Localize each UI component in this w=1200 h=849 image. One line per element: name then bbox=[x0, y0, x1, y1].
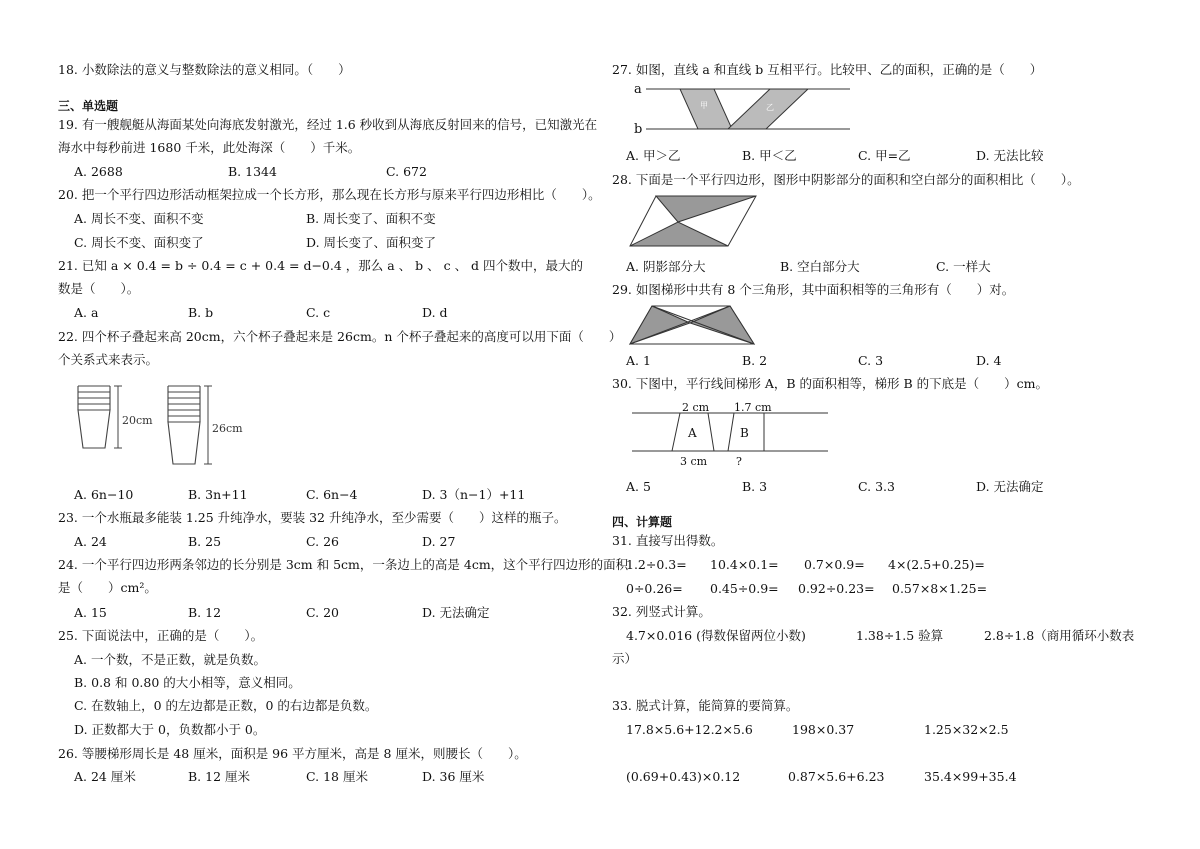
q23-option-c: C. 26 bbox=[306, 534, 339, 549]
trapezoid-triangles-figure bbox=[628, 302, 758, 348]
q31-r2-c3: 0.92÷0.23= bbox=[798, 581, 875, 596]
q24-option-b: B. 12 bbox=[188, 605, 222, 620]
q30-option-b: B. 3 bbox=[742, 479, 768, 494]
q26-option-b: B. 12 厘米 bbox=[188, 769, 251, 784]
q28-option-b: B. 空白部分大 bbox=[780, 259, 860, 274]
q26-option-a: A. 24 厘米 bbox=[74, 769, 136, 784]
q33-r2-c2: 0.87×5.6+6.23 bbox=[788, 769, 885, 784]
q29-option-b: B. 2 bbox=[742, 353, 768, 368]
question-33: 33. 脱式计算，能简算的要简算。 bbox=[612, 698, 799, 713]
question-19-line2: 海水中每秒前进 1680 千米，此处海深（ ）千米。 bbox=[58, 140, 361, 155]
q29-option-c: C. 3 bbox=[858, 353, 884, 368]
q27-option-b: B. 甲＜乙 bbox=[742, 148, 797, 163]
q21-option-b: B. b bbox=[188, 305, 214, 320]
question-22-line1: 22. 四个杯子叠起来高 20cm，六个杯子叠起来是 26cm。n 个杯子叠起来的高度可以用下面（ ） bbox=[58, 329, 622, 344]
q26-option-c: C. 18 厘米 bbox=[306, 769, 368, 784]
label-top-1-7cm: 1.7 cm bbox=[734, 401, 772, 414]
q32-item-1: 4.7×0.016 (得数保留两位小数) bbox=[626, 628, 806, 643]
question-22-line2: 个关系式来表示。 bbox=[58, 352, 159, 367]
q19-option-a: A. 2688 bbox=[74, 164, 123, 179]
q33-r1-c3: 1.25×32×2.5 bbox=[924, 722, 1009, 737]
q30-option-a: A. 5 bbox=[626, 479, 651, 494]
q33-r2-c1: (0.69+0.43)×0.12 bbox=[626, 769, 741, 784]
question-24-line2: 是（ ）cm²。 bbox=[58, 580, 157, 595]
q25-option-a: A. 一个数，不是正数，就是负数。 bbox=[74, 652, 266, 667]
question-19-line1: 19. 有一艘舰艇从海面某处向海底发射激光，经过 1.6 秒收到从海底反射回来的信号，已知激光在 bbox=[58, 117, 598, 132]
q23-option-d: D. 27 bbox=[422, 534, 456, 549]
q26-option-d: D. 36 厘米 bbox=[422, 769, 485, 784]
question-23: 23. 一个水瓶最多能装 1.25 升纯净水，要装 32 升纯净水，至少需要（ ）这样的瓶子。 bbox=[58, 510, 567, 525]
q20-option-a: A. 周长不变、面积不变 bbox=[74, 211, 204, 226]
q31-r2-c1: 0÷0.26= bbox=[626, 581, 683, 596]
cups-label-20cm: 20cm bbox=[122, 414, 153, 427]
q23-option-b: B. 25 bbox=[188, 534, 222, 549]
q28-option-c: C. 一样大 bbox=[936, 259, 991, 274]
section-3-heading: 三、单选题 bbox=[58, 99, 119, 113]
q22-option-d: D. 3（n−1）+11 bbox=[422, 487, 526, 502]
q25-option-b: B. 0.8 和 0.80 的大小相等，意义相同。 bbox=[74, 675, 301, 690]
q33-r2-c3: 35.4×99+35.4 bbox=[924, 769, 1017, 784]
q33-r1-c2: 198×0.37 bbox=[792, 722, 855, 737]
q31-r2-c4: 0.57×8×1.25= bbox=[892, 581, 988, 596]
q24-option-d: D. 无法确定 bbox=[422, 605, 490, 620]
q31-r1-c2: 10.4×0.1= bbox=[710, 557, 779, 572]
q22-option-b: B. 3n+11 bbox=[188, 487, 248, 502]
label-bottom-3cm: 3 cm bbox=[680, 455, 708, 468]
q20-option-c: C. 周长不变、面积变了 bbox=[74, 235, 204, 250]
question-21-line2: 数是（ ）。 bbox=[58, 281, 140, 296]
q25-option-d: D. 正数都大于 0，负数都小于 0。 bbox=[74, 722, 266, 737]
parallelogram-shaded-figure bbox=[628, 192, 760, 250]
question-30: 30. 下图中，平行线间梯形 A，B 的面积相等，梯形 B 的下底是（ ）cm。 bbox=[612, 376, 1048, 391]
q25-option-c: C. 在数轴上，0 的左边都是正数，0 的右边都是负数。 bbox=[74, 698, 378, 713]
q32-item-2: 1.38÷1.5 验算 bbox=[856, 628, 944, 643]
q31-r2-c2: 0.45÷0.9= bbox=[710, 581, 779, 596]
q32-item-3-tail: 示） bbox=[612, 651, 638, 666]
q33-r1-c1: 17.8×5.6+12.2×5.6 bbox=[626, 722, 753, 737]
label-trapezoid-b: B bbox=[740, 426, 749, 440]
q19-option-b: B. 1344 bbox=[228, 164, 277, 179]
q29-option-a: A. 1 bbox=[626, 353, 651, 368]
q29-option-d: D. 4 bbox=[976, 353, 1002, 368]
stacked-cups-figure bbox=[72, 380, 272, 472]
question-26: 26. 等腰梯形周长是 48 厘米，面积是 96 平方厘米，高是 8 厘米，则腰长（ ）。 bbox=[58, 746, 527, 761]
q28-option-a: A. 阴影部分大 bbox=[626, 259, 706, 274]
q27-option-d: D. 无法比较 bbox=[976, 148, 1044, 163]
question-31: 31. 直接写出得数。 bbox=[612, 533, 724, 548]
q20-option-d: D. 周长变了、面积变了 bbox=[306, 235, 437, 250]
label-top-2cm: 2 cm bbox=[682, 401, 710, 414]
q24-option-a: A. 15 bbox=[74, 605, 107, 620]
q31-r1-c1: 1.2÷0.3= bbox=[626, 557, 687, 572]
q21-option-c: C. c bbox=[306, 305, 331, 320]
q30-option-d: D. 无法确定 bbox=[976, 479, 1044, 494]
label-trapezoid-a: A bbox=[688, 426, 697, 440]
question-18: 18. 小数除法的意义与整数除法的意义相同。（ ） bbox=[58, 62, 351, 77]
q31-r1-c4: 4×(2.5+0.25)= bbox=[888, 557, 985, 572]
question-27: 27. 如图，直线 a 和直线 b 互相平行。比较甲、乙的面积，正确的是（ ） bbox=[612, 62, 1043, 77]
line-b-label: b bbox=[634, 122, 643, 137]
q31-r1-c3: 0.7×0.9= bbox=[804, 557, 865, 572]
shape-jia-label: 甲 bbox=[700, 101, 708, 110]
question-24-line1: 24. 一个平行四边形两条邻边的长分别是 3cm 和 5cm，一条边上的高是 4cm，这个平行四边形的面积 bbox=[58, 557, 629, 572]
q27-option-a: A. 甲＞乙 bbox=[626, 148, 681, 163]
q32-item-3: 2.8÷1.8（商用循环小数表 bbox=[984, 628, 1135, 643]
q19-option-c: C. 672 bbox=[386, 164, 427, 179]
parallel-lines-figure bbox=[632, 80, 862, 138]
q21-option-d: D. d bbox=[422, 305, 448, 320]
question-25: 25. 下面说法中，正确的是（ ）。 bbox=[58, 628, 264, 643]
q22-option-a: A. 6n−10 bbox=[74, 487, 134, 502]
q21-option-a: A. a bbox=[74, 305, 99, 320]
line-a-label: a bbox=[634, 82, 642, 97]
shape-yi-label: 乙 bbox=[766, 103, 774, 112]
q23-option-a: A. 24 bbox=[74, 534, 107, 549]
q20-option-b: B. 周长变了、面积不变 bbox=[306, 211, 436, 226]
question-28: 28. 下面是一个平行四边形，图形中阴影部分的面积和空白部分的面积相比（ ）。 bbox=[612, 172, 1080, 187]
label-bottom-unknown: ? bbox=[736, 455, 742, 468]
trapezoids-ab-figure bbox=[630, 398, 830, 470]
section-4-heading: 四、计算题 bbox=[612, 515, 673, 529]
q22-option-c: C. 6n−4 bbox=[306, 487, 358, 502]
q24-option-c: C. 20 bbox=[306, 605, 339, 620]
question-32: 32. 列竖式计算。 bbox=[612, 604, 711, 619]
question-20: 20. 把一个平行四边形活动框架拉成一个长方形，那么现在长方形与原来平行四边形相比（ ）。 bbox=[58, 187, 601, 202]
q30-option-c: C. 3.3 bbox=[858, 479, 895, 494]
q27-option-c: C. 甲=乙 bbox=[858, 148, 911, 163]
question-29: 29. 如图梯形中共有 8 个三角形，其中面积相等的三角形有（ ）对。 bbox=[612, 282, 1015, 297]
question-21-line1: 21. 已知 a × 0.4 = b ÷ 0.4 = c + 0.4 = d−0.4 ，那么 a 、 b 、 c 、 d 四个数中，最大的 bbox=[58, 258, 584, 273]
cups-label-26cm: 26cm bbox=[212, 422, 243, 435]
